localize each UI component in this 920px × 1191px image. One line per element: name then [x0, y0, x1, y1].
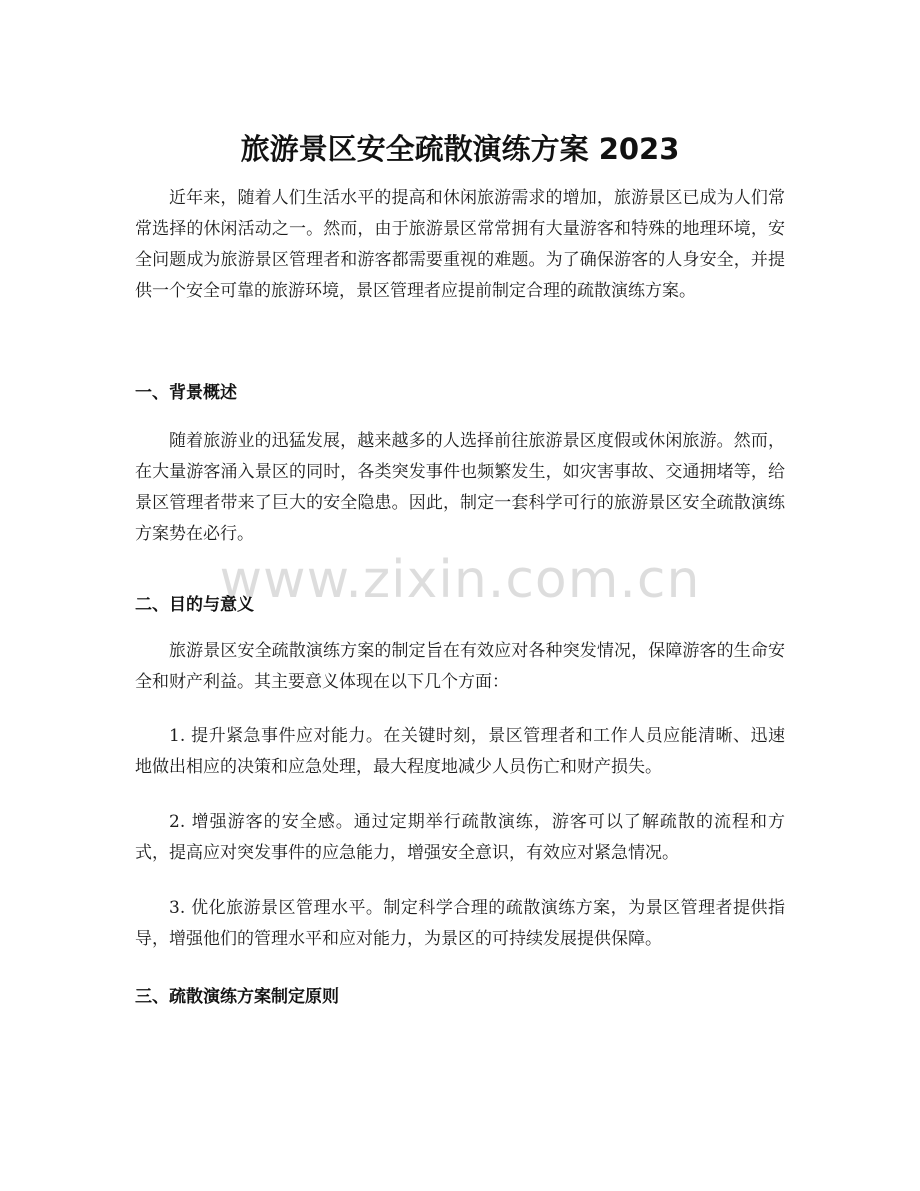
purpose-paragraph: 旅游景区安全疏散演练方案的制定旨在有效应对各种突发情况，保障游客的生命安全和财产利益。其主要意义体现在以下几个方面： — [135, 641, 785, 692]
section-heading-purpose: 二、目的与意义 — [135, 595, 254, 615]
background-paragraph: 随着旅游业的迅猛发展，越来越多的人选择前往旅游景区度假或休闲旅游。然而，在大量游客涌入景区的同时，各类突发事件也频繁发生，如灾害事故、交通拥堵等，给景区管理者带来了巨大的安全隐患。因此，制定一套科学可行的旅游景区安全疏散演练方案势在必行。 — [135, 431, 785, 544]
purpose-point-3: 3. 优化旅游景区管理水平。制定科学合理的疏散演练方案，为景区管理者提供指导，增强他们的管理水平和应对能力，为景区的可持续发展提供保障。 — [135, 898, 785, 949]
section-heading-background: 一、背景概述 — [135, 383, 237, 403]
section-heading-principles: 三、疏散演练方案制定原则 — [135, 987, 339, 1007]
purpose-point-1: 1. 提升紧急事件应对能力。在关键时刻，景区管理者和工作人员应能清晰、迅速地做出相应的决策和应急处理，最大程度地减少人员伤亡和财产损失。 — [135, 726, 785, 777]
watermark-text: www.zixin.com.cn — [219, 550, 701, 610]
intro-paragraph: 近年来，随着人们生活水平的提高和休闲旅游需求的增加，旅游景区已成为人们常常选择的休闲活动之一。然而，由于旅游景区常常拥有大量游客和特殊的地理环境，安全问题成为旅游景区管理者和游客都需要重视的难题。为了确保游客的人身安全，并提供一个安全可靠的旅游环境，景区管理者应提前制定合理的疏散演练方案。 — [135, 188, 785, 301]
purpose-point-2: 2. 增强游客的安全感。通过定期举行疏散演练，游客可以了解疏散的流程和方式，提高应对突发事件的应急能力，增强安全意识，有效应对紧急情况。 — [135, 812, 785, 863]
document-title: 旅游景区安全疏散演练方案 2023 — [240, 132, 680, 167]
